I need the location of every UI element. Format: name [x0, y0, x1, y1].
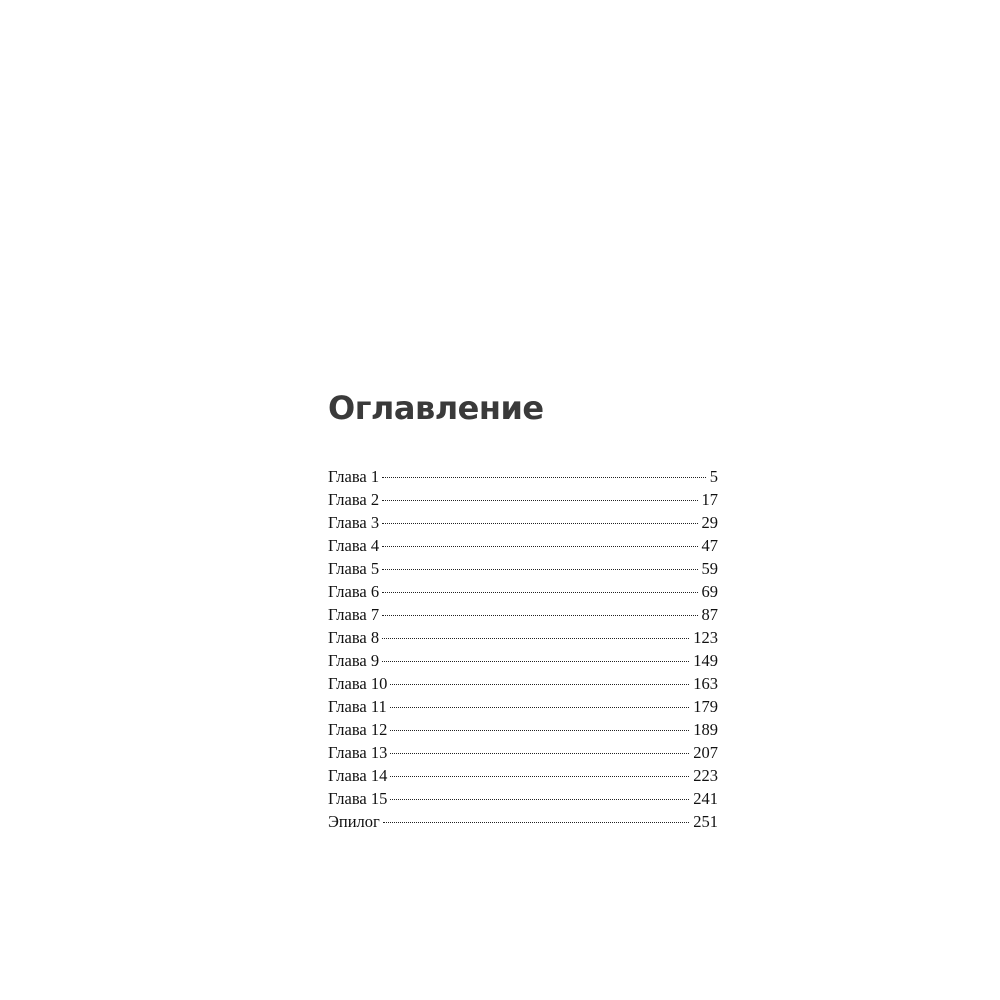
toc-entry-page: 189: [693, 720, 718, 739]
toc-entry-label: Глава 14: [328, 766, 388, 785]
toc-entry-label: Глава 8: [328, 628, 380, 647]
toc-entry-page: 251: [693, 812, 718, 831]
toc-leader-dots: [390, 707, 689, 708]
toc-entry: [328, 626, 718, 649]
toc-entry: [328, 511, 718, 534]
toc-entry-label: Глава 1: [328, 467, 380, 486]
toc-entry: [328, 488, 718, 511]
toc-entry-label: Глава 15: [328, 789, 388, 808]
toc-entry-page: 149: [693, 651, 718, 670]
toc-entry-page: 29: [701, 513, 718, 532]
toc-entry-label: Глава 9: [328, 651, 380, 670]
toc-entry-page: 5: [709, 467, 718, 486]
toc-entry-page: 223: [693, 766, 718, 785]
toc-entry: [328, 465, 718, 488]
toc-leader-dots: [390, 776, 689, 777]
toc-entry: [328, 534, 718, 557]
toc-leader-dots: [382, 638, 689, 639]
toc-leader-dots: [383, 822, 689, 823]
toc-leader-dots: [390, 684, 689, 685]
toc-entry: [328, 649, 718, 672]
toc-entry: [328, 695, 718, 718]
toc-entry: [328, 810, 718, 833]
toc-list: [328, 465, 718, 833]
toc-title: Оглавление: [328, 389, 544, 427]
toc-leader-dots: [382, 500, 697, 501]
toc-entry-page: 163: [693, 674, 718, 693]
toc-leader-dots: [382, 523, 697, 524]
toc-entry: [328, 580, 718, 603]
toc-entry-label: Эпилог: [328, 812, 380, 831]
toc-entry-page: 17: [701, 490, 718, 509]
toc-entry: [328, 557, 718, 580]
toc-entry-page: 69: [701, 582, 718, 601]
toc-leader-dots: [382, 477, 706, 478]
toc-entry: [328, 603, 718, 626]
toc-leader-dots: [382, 592, 697, 593]
toc-leader-dots: [390, 753, 689, 754]
toc-entry: [328, 672, 718, 695]
toc-entry-label: Глава 13: [328, 743, 388, 762]
toc-leader-dots: [382, 661, 689, 662]
toc-leader-dots: [390, 730, 689, 731]
toc-entry-page: 241: [693, 789, 718, 808]
toc-entry: [328, 787, 718, 810]
toc-entry-label: Глава 3: [328, 513, 380, 532]
toc-entry-page: 59: [701, 559, 718, 578]
toc-leader-dots: [382, 615, 697, 616]
toc-entry-label: Глава 11: [328, 697, 387, 716]
toc-entry-label: Глава 10: [328, 674, 388, 693]
toc-entry: [328, 741, 718, 764]
toc-entry-label: Глава 2: [328, 490, 380, 509]
toc-entry-label: Глава 4: [328, 536, 380, 555]
toc-entry-label: Глава 12: [328, 720, 388, 739]
toc-leader-dots: [390, 799, 689, 800]
toc-leader-dots: [382, 546, 697, 547]
toc-entry: [328, 718, 718, 741]
toc-entry-page: 47: [701, 536, 718, 555]
toc-entry-page: 179: [693, 697, 718, 716]
toc-entry-page: 207: [693, 743, 718, 762]
toc-entry: [328, 764, 718, 787]
toc-entry-label: Глава 7: [328, 605, 380, 624]
toc-entry-label: Глава 6: [328, 582, 380, 601]
toc-entry-page: 87: [701, 605, 718, 624]
toc-leader-dots: [382, 569, 697, 570]
toc-entry-label: Глава 5: [328, 559, 380, 578]
toc-entry-page: 123: [693, 628, 718, 647]
